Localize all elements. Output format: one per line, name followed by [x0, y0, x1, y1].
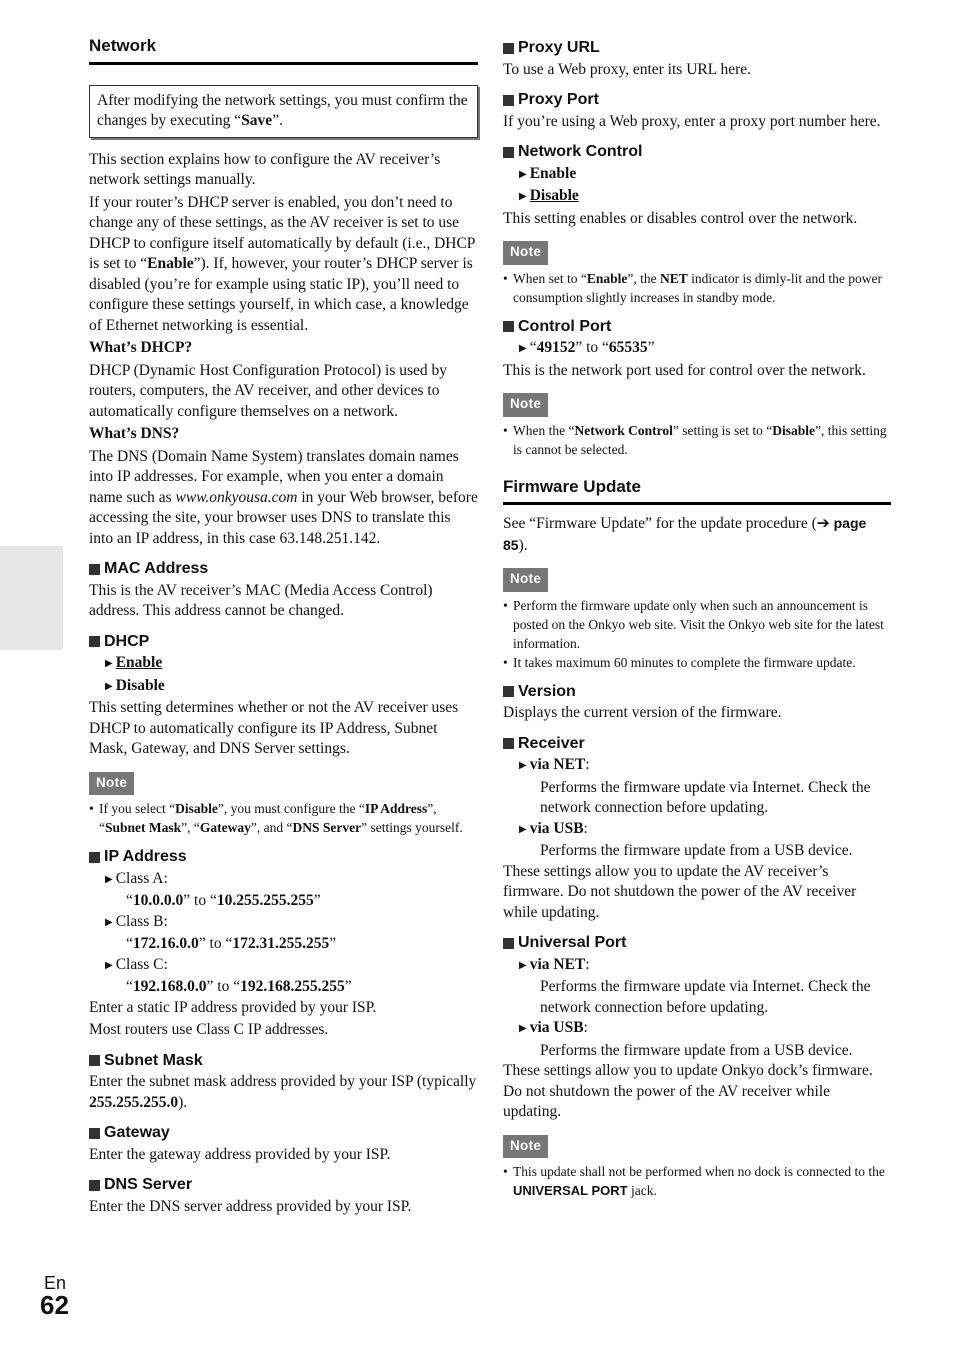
heading-gateway: Gateway	[89, 1123, 478, 1144]
square-bullet-icon	[503, 43, 514, 54]
ip-class-c: ▶ Class C:	[105, 955, 478, 978]
page-number: 62	[40, 1290, 69, 1320]
dns-question-heading: What’s DNS?	[89, 425, 180, 442]
heading-receiver: Receiver	[503, 734, 891, 755]
ip-class-a: ▶ Class A:	[105, 869, 478, 892]
universal-port-text: These settings allow you to update Onkyo dock’s firmware. Do not shutdown the power of the AV receiver while updating.	[503, 1062, 873, 1120]
ip-class-c-range: “192.168.0.0” to “192.168.255.255”	[126, 978, 352, 995]
subnet-mask-text: Enter the subnet mask address provided by your ISP (typically 255.255.255.0).	[89, 1073, 477, 1111]
note-label: Note	[503, 1135, 548, 1159]
note-item: • Perform the firmware update only when such an announcement is posted on the Onkyo web site. Visit the Onkyo web site for the latest information.	[503, 597, 884, 651]
ip-class-a-range: “10.0.0.0” to “10.255.255.255”	[126, 892, 321, 909]
heading-dns-server: DNS Server	[89, 1175, 478, 1196]
dhcp-answer: DHCP (Dynamic Host Configuration Protocol) is used by routers, computers, the AV receiver, and other devices to automatically configure themselves on a network.	[89, 361, 448, 420]
dhcp-setting-text: This setting determines whether or not the AV receiver uses DHCP to automatically configure its IP Address, Subnet Mask, Gateway, and DNS Server settings.	[89, 699, 459, 757]
section-title-firmware-update: Firmware Update	[503, 477, 891, 506]
square-bullet-icon	[503, 686, 514, 697]
heading-dhcp: DHCP	[89, 632, 478, 653]
proxy-url-text: To use a Web proxy, enter its URL here.	[503, 60, 752, 78]
receiver-via-usb: ▶ via USB:	[519, 819, 891, 842]
square-bullet-icon	[89, 852, 100, 863]
square-bullet-icon	[503, 147, 514, 158]
triangle-right-icon: ▶	[105, 873, 113, 885]
receiver-via-net: ▶ via NET:	[519, 755, 891, 778]
triangle-right-icon: ▶	[519, 760, 527, 771]
heading-subnet-mask: Subnet Mask	[89, 1051, 478, 1072]
network-control-option-enable: ▶ Enable	[519, 164, 891, 187]
heading-proxy-port: Proxy Port	[503, 90, 891, 111]
version-text: Displays the current version of the firmware.	[503, 704, 782, 721]
page-language: En	[44, 1273, 67, 1293]
triangle-right-icon: ▶	[519, 343, 527, 354]
firmware-update-text: See “Firmware Update” for the update procedure (➔ page 85).	[503, 515, 867, 554]
triangle-right-icon: ▶	[519, 168, 527, 180]
square-bullet-icon	[89, 564, 100, 575]
square-bullet-icon	[89, 1128, 100, 1139]
square-bullet-icon	[89, 1055, 100, 1066]
universal-via-net: ▶ via NET:	[519, 955, 891, 978]
dhcp-explain-paragraph: If your router’s DHCP server is enabled, you don’t need to change any of these settings, as the AV receiver is set to use DHCP to configure itself automatically by default (i.e., DHCP is set to “Enable”). If, however, your router’s DHCP server is disabled (you’re for example using static IP), you’ll need to configure these settings yourself, in which case, a knowledge of Ethernet networking is essential.	[89, 193, 475, 334]
control-port-text: This is the network port used for control over the network.	[503, 361, 866, 379]
note-item: • When the “Network Control” setting is set to “Disable”, this setting is cannot be selected.	[503, 422, 887, 457]
triangle-right-icon: ▶	[519, 191, 527, 202]
heading-network-control: Network Control	[503, 142, 891, 163]
network-control-option-disable: ▶ Disable	[519, 186, 891, 209]
note-item: • When set to “Enable”, the NET indicator is dimly-lit and the power consumption slightly increases in standby mode.	[503, 270, 882, 305]
section-title-network: Network	[89, 36, 478, 65]
note-item: • If you select “Disable”, you must configure the “IP Address”, “Subnet Mask”, “Gateway”, and “DNS Server” settings yourself.	[89, 801, 463, 835]
note-label: Note	[89, 772, 134, 796]
dhcp-question-heading: What’s DHCP?	[89, 339, 193, 356]
page-reference-link: page 85	[503, 515, 867, 553]
save-alert-box	[89, 85, 478, 138]
heading-ip-address: IP Address	[89, 847, 478, 868]
gateway-text: Enter the gateway address provided by your ISP.	[89, 1145, 391, 1163]
receiver-via-usb-text: Performs the firmware update from a USB device.	[540, 842, 853, 859]
square-bullet-icon	[503, 321, 514, 332]
control-port-range: ▶ “49152” to “65535”	[519, 338, 891, 361]
triangle-right-icon: ▶	[105, 680, 113, 692]
dhcp-option-disable: ▶ Disable	[105, 676, 478, 699]
ip-class-b: ▶ Class B:	[105, 912, 478, 935]
ip-text-2: Most routers use Class C IP addresses.	[89, 1021, 329, 1038]
right-column	[503, 38, 891, 1200]
universal-via-net-text: Performs the firmware update via Internet. Check the network connection before updating.	[540, 978, 871, 1016]
note-label: Note	[503, 393, 548, 417]
alert-text: After modifying the network settings, you must confirm the changes by executing “	[97, 91, 468, 129]
triangle-right-icon: ▶	[105, 658, 113, 669]
triangle-right-icon: ▶	[105, 959, 113, 971]
ip-text-1: Enter a static IP address provided by your ISP.	[89, 998, 377, 1016]
heading-control-port: Control Port	[503, 317, 891, 338]
arrow-right-icon: ➔	[816, 515, 830, 532]
alert-save-keyword: Save	[241, 112, 273, 129]
universal-via-usb: ▶ via USB:	[519, 1018, 891, 1041]
triangle-right-icon: ▶	[105, 916, 113, 928]
square-bullet-icon	[503, 938, 514, 949]
example-domain: www.onkyousa.com	[175, 488, 298, 506]
universal-via-usb-text: Performs the firmware update from a USB device.	[540, 1041, 853, 1059]
dns-answer: The DNS (Domain Name System) translates domain names into IP addresses. For example, when you enter a domain name such as www.onkyousa.com in your Web browser, before accessing the site, your browser uses DNS to translate this into an IP address, in this case 63.148.251.142.	[89, 447, 478, 547]
intro-paragraph: This section explains how to configure the AV receiver’s network settings manually.	[89, 150, 441, 188]
square-bullet-icon	[503, 738, 514, 749]
receiver-via-net-text: Performs the firmware update via Internet. Check the network connection before updating.	[540, 778, 871, 816]
note-label: Note	[503, 568, 548, 592]
square-bullet-icon	[89, 636, 100, 647]
proxy-port-text: If you’re using a Web proxy, enter a proxy port number here.	[503, 112, 881, 130]
heading-version: Version	[503, 682, 891, 703]
left-column	[89, 36, 478, 1219]
triangle-right-icon: ▶	[519, 1023, 527, 1034]
dhcp-option-enable: ▶ Enable	[105, 653, 478, 676]
receiver-text: These settings allow you to update the AV receiver’s firmware. Do not shutdown the power of the AV receiver while updating.	[503, 862, 857, 921]
mac-address-text: This is the AV receiver’s MAC (Media Access Control) address. This address cannot be changed.	[89, 581, 433, 619]
square-bullet-icon	[89, 1180, 100, 1191]
heading-universal-port: Universal Port	[503, 933, 891, 954]
dns-server-text: Enter the DNS server address provided by your ISP.	[89, 1197, 412, 1215]
heading-proxy-url: Proxy URL	[503, 38, 891, 59]
side-tab-marker	[0, 546, 63, 650]
alert-text-end: ”.	[272, 112, 283, 129]
heading-mac-address: MAC Address	[89, 559, 478, 580]
triangle-right-icon: ▶	[519, 823, 527, 835]
note-item: • It takes maximum 60 minutes to complete the firmware update.	[503, 654, 856, 670]
network-control-text: This setting enables or disables control over the network.	[503, 209, 858, 227]
triangle-right-icon: ▶	[519, 959, 527, 971]
ip-class-b-range: “172.16.0.0” to “172.31.255.255”	[126, 935, 337, 952]
note-item: • This update shall not be performed when no dock is connected to the UNIVERSAL PORT jack.	[503, 1164, 885, 1198]
note-label: Note	[503, 241, 548, 265]
square-bullet-icon	[503, 95, 514, 106]
